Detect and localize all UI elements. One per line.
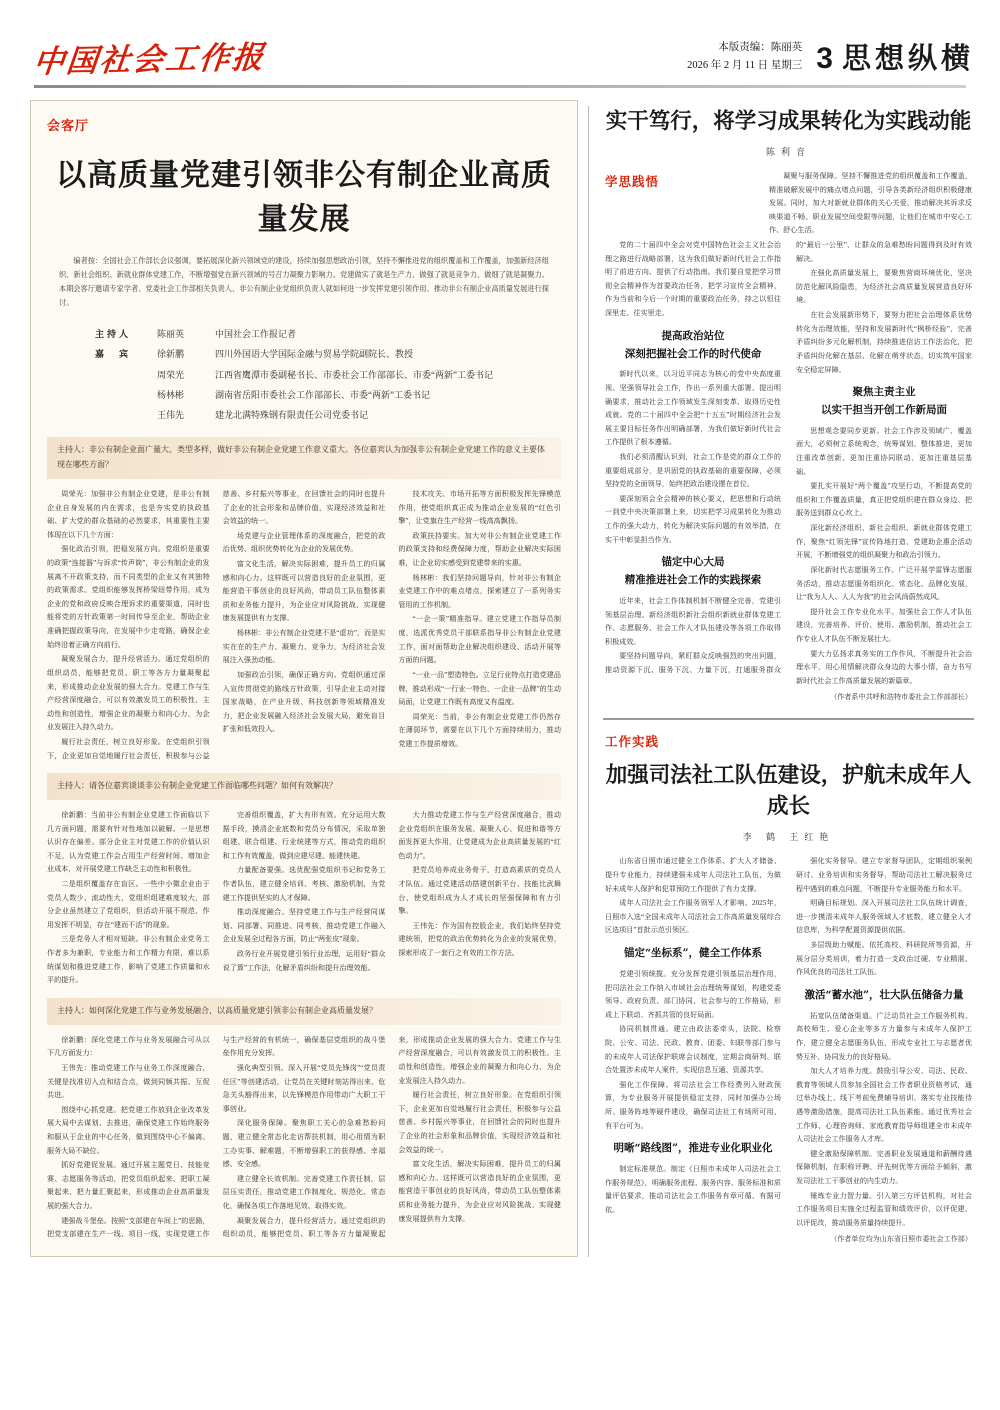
- paragraph: 深化新经济组织、新社会组织、新就业群体党建工作，聚焦“红领先锋”宣传阵地打造、党建助企惠企活动开展，不断增强党的组织凝聚力和政治引领力。: [796, 524, 972, 560]
- newspaper-logo: 中国社会工作报: [31, 39, 267, 81]
- paragraph: 新时代以来，以习近平同志为核心的党中央高度重视、坚强领导社会工作，作出一系列重大部署、提出明确要求，推动社会工作领域发生深刻变革、取得历史性成就。党的二十届四中全会把“十五五”时期经济社会发展主要目标任务作出明确部署，为我们做好新时代社会工作提供了根本遵循。: [605, 370, 781, 447]
- paragraph: 多层级助力赋能。依托高校、科研院所等资源，开展分层分类培训，着力打造一支政治过硬、专业精湛、作风优良的司法社工队伍。: [796, 941, 972, 977]
- paragraph: 制定标准规范。制定《日照市未成年人司法社会工作服务规范》，明确服务流程、服务内容、服务标准和质量评估要求，推动司法社会工作服务有章可循、有据可依。: [605, 1165, 781, 1214]
- paragraph: 富文化生活，解决实际困难，提升员工的归属感和向心力。这样既可以营造良好的企业氛围，更能营造干事创业的良好风尚，带动员工队伍整体素质和业务能力提升，为企业应对风险挑战、实现健康发展提供有力支撑。: [398, 1160, 561, 1223]
- paragraph: 加强政治引领，确保正确方向。党组织通过深入宣传贯彻党的路线方针政策，引导企业主动对接国家战略，在产业升级、科技创新等领域精准发力，把企业发展融入经济社会发展大局，避免盲目扩张和低效投入。: [222, 670, 386, 734]
- article-divider: [603, 718, 974, 720]
- paragraph: 要坚持问题导向，紧盯群众反映强烈的突出问题，推动资源下沉、服务下沉、力量下沉，打通服务群众的“最后一公里”，让群众的急难愁盼问题得到及时有效解决。: [605, 241, 972, 675]
- paragraph: 周荣光：当前，非公有制企业党建工作仍然存在薄弱环节，需要在以下几个方面持续用力，推动党建工作提质增效。: [398, 712, 561, 748]
- roster-label: 嘉 宾: [95, 349, 132, 360]
- article-1: [603, 104, 974, 702]
- masthead-meta: [687, 39, 802, 74]
- feature-kicker: 会客厅: [47, 119, 90, 134]
- roster-item: [95, 365, 561, 385]
- roster-title: 四川外国语大学国际金融与贸易学院副院长、教授: [215, 349, 414, 360]
- article-2-byline: 李 鹤 王红艳: [742, 832, 835, 843]
- roster-name: 王伟先: [157, 410, 185, 421]
- paragraph: 健全激励保障机制。完善职业发展通道和薪酬待遇保障机制，在职称评聘、评先树优等方面给予倾斜，激发司法社工干事创业的内生动力。: [796, 1149, 972, 1186]
- paragraph: 完善组织覆盖，扩大有形有效。充分运用大数据手段，摸清企业底数和党员分布情况，采取单独组建、联合组建、行业统建等方式，推动党的组织和工作有效覆盖，做到应建尽建、能建快建。: [222, 810, 386, 860]
- paragraph: 党的二十届四中全会对党中国特色社会主义社会治理之路进行战略部署，这为我们做好新时代社会工作指明了前进方向、提供了行动指南。我们要自觉把学习贯彻全会精神作为首要政治任务，把学习宣传全会精神，作为当前和今后一个时期的重要政治任务，持之以恒往深里走、往实里走。: [605, 241, 781, 318]
- paragraph: 党建引领统揽。充分发挥党建引领基层治理作用，把司法社会工作纳入市域社会治理统筹谋划，构建党委领导、政府负责、部门协同、社会参与的工作格局，形成上下联动、齐抓共管的良好局面。: [605, 969, 781, 1019]
- feature-body-3: [47, 1034, 561, 1242]
- roster-item: [95, 344, 561, 364]
- article-1-title: 实干笃行，将学习成果转化为实践动能: [605, 109, 972, 134]
- paragraph: 山东省日照市通过健全工作体系、扩大人才储备、提升专业能力，持续建强未成年人司法社工队伍，为做好未成年人保护和犯罪预防工作提供了有力支撑。: [605, 857, 781, 893]
- paragraph: 技术攻关、市场开拓等方面积极发挥先锋模范作用，使党组织真正成为推动企业发展的“红色引擎”，让党旗在生产经营一线高高飘扬。: [398, 489, 561, 526]
- section-name: 思想纵横: [841, 41, 974, 75]
- paragraph: 在社会发展新形势下，要努力把社会治理体系优势转化为治理效能，坚持和发展新时代“枫桥经验”，完善矛盾纠纷多元化解机制，持续推进信访工作法治化，把矛盾纠纷化解在基层、化解在萌芽状态，切实筑牢国家安全稳定屏障。: [796, 311, 972, 374]
- paragraph: 拓宽队伍储备渠道。广泛动员社会工作服务机构、高校师生、爱心企业等多方力量参与未成年人保护工作，建立健全志愿服务队伍，形成专业社工与志愿者优势互补、协同发力的良好格局。: [796, 1011, 972, 1061]
- feature-body-1: [47, 488, 561, 763]
- paragraph: 王伟先：推动党建工作与业务工作深度融合，关键是找准切入点和结合点，做到同频共振、互促共进。: [47, 1063, 210, 1100]
- paragraph: 提升社会工作专业化水平。加强社会工作人才队伍建设，完善培养、评价、使用、激励机制，推动社会工作专业人才队伍不断发展壮大。: [796, 607, 972, 643]
- roster-label: [95, 365, 147, 385]
- subhead-line: 聚焦主责主业: [852, 386, 916, 399]
- paragraph: 加大人才培养力度。鼓励引导公安、司法、民政、教育等领域人员参加全国社会工作者职业资格考试，通过举办线上、线下考前免费辅导培训、落实专业技能待遇等激励措施，提高司法社工队伍素能。通过优秀社会工作师、心理咨询师、家庭教育指导师组建全市未成年人司法社会工作服务人才库。: [796, 1067, 972, 1144]
- paragraph: 要大力弘扬求真务实的工作作风，不断提升社会治理水平，用心用情解决群众身边的大事小情，奋力书写新时代社会工作高质量发展的新篇章。: [796, 649, 972, 685]
- roster-label: [95, 385, 147, 405]
- article-2-kicker: 工作实践: [605, 734, 660, 750]
- paragraph: 深化服务保障。聚焦职工关心的急难愁盼问题，建立健全常态化走访帮扶机制，用心用情为职工办实事、解难题，不断增强职工的获得感、幸福感、安全感。: [222, 1119, 386, 1169]
- article-1-kicker: 学思践悟: [605, 174, 660, 189]
- paragraph: 场党建与企业管理体系的深度融合，把党的政治优势、组织优势转化为企业的发展优势。: [222, 531, 386, 554]
- masthead: [0, 0, 1000, 79]
- paragraph: 三是党务人才相对短缺。非公有制企业党务工作者多为兼职，专业能力和工作精力有限，难以系统谋划和推进党建工作，影响了党建工作质量和水平的提升。: [47, 935, 210, 985]
- feature-body-2: [47, 809, 561, 988]
- paragraph: 建强战斗堡垒。按照“支部建在车间上”的思路，把党支部建在生产一线、项目一线，实现党建工作与生产经营的有机统一，确保基层党组织的战斗堡垒作用充分发挥。: [47, 1035, 386, 1239]
- paragraph: 成年人司法社会工作服务领军人才影响。2025年，日照市入选“全国未成年人司法社会工作高质量发展综合区选项目”首批示范引领区。: [605, 899, 781, 935]
- page-content: [0, 88, 1000, 1257]
- paragraph: 凝聚发展合力，提升经营活力。通过党组织的组织动员，能够把党员、职工等各方力量凝聚起来，形成推动企业发展的强大合力。党建工作与生产经营深度融合，可以有效激发员工的积极性、主动性和创造性，增强企业的凝聚力和向心力，为企业发展注入持久动力。: [47, 655, 210, 732]
- roster-title: 中国社会工作报记者: [215, 329, 297, 340]
- subhead-line: 提高政治站位: [661, 329, 725, 342]
- article-1-endnote: （作者系中共呼和浩特市委社会工作部部长）: [830, 693, 972, 702]
- date-line: 2026 年 2 月 11 日 星期三: [687, 59, 803, 71]
- article-2-endnote: （作者单位均为山东省日照市委社会工作部）: [830, 1235, 972, 1244]
- paragraph: 把党员培养成业务骨干，打造高素质的党员人才队伍。通过党建活动搭建创新平台、技能比武舞台，使党组织成为人才成长的坚强保障和有力引擎。: [398, 866, 561, 916]
- subhead-line: 以实干担当开创工作新局面: [821, 403, 947, 416]
- paragraph: 深化新时代志愿服务工作。广泛开展学雷锋志愿服务活动，推动志愿服务组织化、常态化、品牌化发展，让“我为人人、人人为我”的社会风尚蔚然成风。: [796, 565, 972, 602]
- paragraph: 凝聚与服务保障。坚持不懈推进党的组织覆盖和工作覆盖，精准破解发展中的痛点堵点问题，引导各类新经济组织积极健康发展。同时，加大对新就业群体的关心关爱，推动解决其诉求反映渠道不畅、职业发展空间受限等问题，让他们在城市中安心工作、舒心生活。: [769, 172, 972, 235]
- paragraph: 强化实务督导。建立专家督导团队，定期组织案例研讨、业务培训和实务督导，帮助司法社工解决服务过程中遇到的难点问题，不断提升专业服务能力和水平。: [796, 857, 972, 893]
- subhead: [605, 328, 781, 364]
- paragraph: 徐新鹏：深化党建工作与业务发展融合可从以下几方面发力：: [47, 1035, 210, 1058]
- paragraph: 政策扶持要实。加大对非公有制企业党建工作的政策支持和经费保障力度，帮助企业解决实际困难，让企业切实感受到党建带来的实惠。: [398, 531, 561, 568]
- paragraph: 强化典型引领。深入开展“党员先锋岗”“党员责任区”等创建活动，让党员在关键时刻站得出来、危急关头豁得出来，以先锋模范作用带动广大职工干事创业。: [222, 1063, 386, 1113]
- paragraph: 大力推动党建工作与生产经营深度融合，推动企业党组织在服务发展、凝聚人心、促进和谐等方面发挥更大作用，让党建成为企业高质量发展的“红色动力”。: [398, 810, 561, 860]
- editor-line: 本版责编：陈丽英: [718, 42, 803, 54]
- roster-name: 陈丽英: [157, 329, 185, 340]
- paragraph: 履行社会责任，树立良好形象。在党组织引领下，企业更加自觉地履行社会责任，积极参与公益慈善、乡村振兴等事业，在回馈社会的同时也提升了企业的社会形象和品牌价值，实现经济效益和社会效益的统一。: [47, 489, 386, 760]
- paragraph: 强化政治引领，把稳发展方向。党组织是重要的政策“连接器”与诉求“传声筒”，非公有制企业的发展离不开政策支持，而不同类型的企业又有其独特的政策需求。党组织能够发挥桥梁纽带作用，成为企业的党和政府反映合理诉求的重要渠道，同时也能将党的方针政策第一时间传导至企业，帮助企业准确把握政策导向，在发展中少走弯路，确保企业始终沿着正确方向前行。: [47, 545, 210, 649]
- column-divider: [588, 106, 589, 1257]
- paragraph: 我们必须清醒认识到，社会工作是党的群众工作的重要组成部分，是巩固党的执政基础的重要保障，必须坚持党的全面领导，始终把政治建设摆在首位。: [605, 453, 781, 489]
- masthead-right: [687, 36, 974, 79]
- article-1-byline: 陈利音: [765, 147, 811, 157]
- subhead: 激活“蓄水池”，壮大队伍储备力量: [804, 988, 964, 1001]
- subhead: 明晰“路线图”，推进专业化职业化: [613, 1142, 773, 1155]
- roster-title: 湖南省岳阳市委社会工作部部长、市委“两新”工委书记: [215, 389, 430, 400]
- participant-roster: [95, 324, 561, 425]
- paragraph: 周荣光：加强非公有制企业党建，是非公有制企业自身发展的内在需求，也是夯实党的执政基础、扩大党的群众基础的必然要求，其重要性主要体现在以下几个方面：: [47, 489, 210, 539]
- paragraph: 杨林彬：非公有制企业党建不是“虚功”，而是实实在在的生产力、凝聚力、竞争力，为经济社会发展注入强劲动能。: [222, 629, 386, 665]
- subhead-line: 精准推进社会工作的实践探索: [624, 574, 762, 587]
- question-bar-2: 主持人：请各位嘉宾谈谈非公有制企业党建工作面临哪些问题？如何有效解决？: [47, 773, 561, 800]
- subhead: [605, 554, 781, 590]
- article-1-body: [605, 239, 972, 702]
- question-bar-3: 主持人：如何深化党建工作与业务发展融合，以高质量党建引领非公有制企业高质量发展？: [47, 998, 561, 1025]
- paragraph: 富文化生活，解决实际困难，提升员工的归属感和向心力。这样既可以营造良好的企业氛围，更能营造干事创业的良好风尚，带动员工队伍整体素质和业务能力提升，为企业应对风险挑战、实现健康发展提供有力支撑。: [222, 560, 386, 623]
- question-bar-1: 主持人：非公有制企业面广量大、类型多样，做好非公有制企业党建工作意义重大。各位嘉宾认为加强非公有制企业党建工作的意义主要体现在哪些方面？: [47, 437, 561, 479]
- subhead: [796, 384, 972, 420]
- paragraph: 围绕中心抓党建。把党建工作放到企业改革发展大局中去谋划、去推进，确保党建工作始终服务和服从于企业的中心任务，做到围绕中心不偏离、服务大局不缺位。: [47, 1105, 210, 1155]
- roster-name: 周荣光: [157, 369, 185, 380]
- roster-label: 主持人: [95, 329, 132, 340]
- roster-item: [95, 385, 561, 405]
- subhead-line: 锚定中心大局: [661, 556, 725, 569]
- paragraph: 协同机制贯通。建立由政法委牵头，法院、检察院、公安、司法、民政、教育、团委、妇联等部门参与的未成年人司法保护联席会议制度，定期会商研判、联合处置涉未成年人案件，实现信息互通、资源共享。: [605, 1025, 781, 1075]
- paragraph: 强化工作保障。将司法社会工作经费列入财政预算，为专业服务开展提供稳定支持，同时加强办公场所、服务阵地等硬件建设，确保司法社工有场所可用、有平台可为。: [605, 1080, 781, 1130]
- paragraph: 锤炼专业力智力量。引入第三方评估机构，对社会工作服务项目实施全过程监管和绩效评价，以评促建、以评促改，推动服务质量持续提升。: [796, 1191, 972, 1227]
- paragraph: 凝聚发展合力，提升经营活力。通过党组织的组织动员，能够把党员、职工等各方力量凝聚起来，形成推动企业发展的强大合力。党建工作与生产经营深度融合，可以有效激发员工的积极性、主动性和创造性，增强企业的凝聚力和向心力，为企业发展注入持久动力。: [222, 1035, 561, 1239]
- subhead: 锚定“坐标系”，健全工作体系: [623, 947, 763, 960]
- article-2-body: [605, 855, 972, 1244]
- paragraph: 抓好党建促发展。通过开展主题党日、技能竞赛、志愿服务等活动，把党员组织起来、把职工凝聚起来、把力量汇聚起来，形成推动企业高质量发展的强大合力。: [47, 1161, 210, 1210]
- paragraph: 二是组织覆盖存在盲区。一些中小微企业由于党员人数少、流动性大，党组织组建难度较大，部分企业虽然建立了党组织，但活动开展不规范、作用发挥不明显，存在“建而不活”的现象。: [47, 880, 210, 929]
- feature-column: [30, 100, 578, 1257]
- paragraph: 要深刻领会全会精神的核心要义，把思想和行动统一到党中央决策部署上来，切实把学习成果转化为推动工作的强大动力，转化为解决实际问题的有效举措，在实干中彰显担当作为。: [605, 494, 781, 544]
- articles-column: [603, 100, 974, 1257]
- paragraph: 政务行业开展党建引领行业治理，运用好“群众说了算”工作法，化解矛盾纠纷和提升治理效能。: [222, 950, 386, 972]
- paragraph: 推动深度融合。坚持党建工作与生产经营同谋划、同部署、同推进、同考核，推动党建工作融入企业发展全过程各方面，防止“两张皮”现象。: [222, 908, 386, 944]
- article-2-title: 加强司法社工队伍建设，护航未成年人成长: [605, 763, 972, 820]
- roster-name: 杨林彬: [157, 389, 185, 400]
- roster-label: [95, 405, 147, 425]
- paragraph: 要扎实开展好“两个覆盖”攻坚行动，不断提高党的组织和工作覆盖质量，真正把党组织建在群众身边、把服务送到群众心坎上。: [796, 482, 972, 518]
- editor-note: 编者按：全国社会工作部长会议强调，要拓展深化新兴领域党的建设，持续加强思想政治引领，坚持不懈推进党的组织覆盖和工作覆盖，加强新经济组织、新社会组织、新就业群体党建工作，不断增强党在新兴领域的号召力凝聚力影响力。党建做实了就是生产力、做强了就是竞争力、做细了就是凝聚力。本期会客厅邀请专家学者、党委社会工作部相关负责人、非公有制企业党组织负责人就如何进一步发挥党建引领作用、推动非公有制企业高质量发展进行探讨。: [59, 257, 549, 308]
- roster-item: [95, 405, 561, 425]
- subhead-line: 深刻把握社会工作的时代使命: [624, 347, 762, 360]
- roster-item: [95, 324, 561, 344]
- paragraph: 徐新鹏：当前非公有制企业党建工作面临以下几方面问题，需要有针对性地加以破解。一是思想认识存在偏差。部分企业主对党建工作的价值认识不足，认为党建工作会占用生产经营时间、增加企业成本，对开展党建工作缺乏主动性和积极性。: [47, 810, 210, 874]
- paragraph: 履行社会责任，树立良好形象。在党组织引领下，企业更加自觉地履行社会责任，积极参与公益慈善、乡村振兴等事业，在回馈社会的同时也提升了企业的社会形象和品牌价值，实现经济效益和社会效益的统一。: [398, 1091, 561, 1154]
- paragraph: “一业一品”塑造特色。立足行业特点打造党建品牌，推动形成“一行业一特色、一企业一品牌”的生动局面，让党建工作既有高度又有温度。: [398, 670, 561, 707]
- paragraph: 思想观念要同步更新。社会工作涉及领域广、覆盖面大，必须树立系统观念，统筹谋划、整体推进，更加注重改革创新、更加注重协同联动、更加注重基层基础。: [796, 426, 972, 476]
- paragraph: “一企一策”精准指导。建立党建工作指导员制度，选派优秀党员干部联系指导非公有制企业党建工作，面对面帮助企业解决组织建设、活动开展等方面的问题。: [398, 615, 561, 665]
- page-section: [816, 36, 974, 77]
- paragraph: 近年来，社会工作体制机制不断健全完善，党建引领基层治理、新经济组织新社会组织新就业群体党建工作、志愿服务、社会工作人才队伍建设等各项工作取得积极成效。: [605, 597, 781, 646]
- article-2: [603, 732, 974, 1244]
- paragraph: 王伟先：作为国有控股企业，我们始终坚持党建统领，把党的政治优势转化为企业的发展优势，探索形成了一套行之有效的工作方法。: [398, 921, 561, 958]
- paragraph: 力量配备要强。选优配强党组织书记和党务工作者队伍，建立健全培训、考核、激励机制，为党建工作提供坚实的人才保障。: [222, 866, 386, 902]
- feature-panel: [30, 100, 578, 1257]
- roster-title: 江西省鹰潭市委副秘书长、市委社会工作部部长、市委“两新”工委书记: [215, 369, 493, 380]
- paragraph: 建立健全长效机制。完善党建工作责任制，层层压实责任，推动党建工作制度化、规范化、常态化，确保各项工作落地见效、取得实效。: [222, 1174, 386, 1210]
- paragraph: 杨林彬：我们坚持问题导向，针对非公有制企业党建工作中的难点堵点，探索建立了一系列务实管用的工作机制。: [398, 573, 561, 609]
- roster-title: 建龙北满特殊钢有限责任公司党委书记: [215, 410, 369, 421]
- page-number: 3: [816, 42, 833, 75]
- paragraph: 明确目标规划。深入开展司法社工队伍统计调查，进一步摸清未成年人服务领域人才底数，建立健全人才信息库，为科学配置资源提供依据。: [796, 899, 972, 935]
- roster-name: 徐新鹏: [157, 349, 185, 360]
- feature-title: 以高质量党建引领非公有制企业高质量发展: [56, 158, 552, 237]
- paragraph: 在强化高质量发展上，要聚焦营商环境优化，坚决防范化解风险隐患，为经济社会高质量发展营造良好环境。: [796, 269, 972, 305]
- article-1-kicker-row: [605, 170, 972, 239]
